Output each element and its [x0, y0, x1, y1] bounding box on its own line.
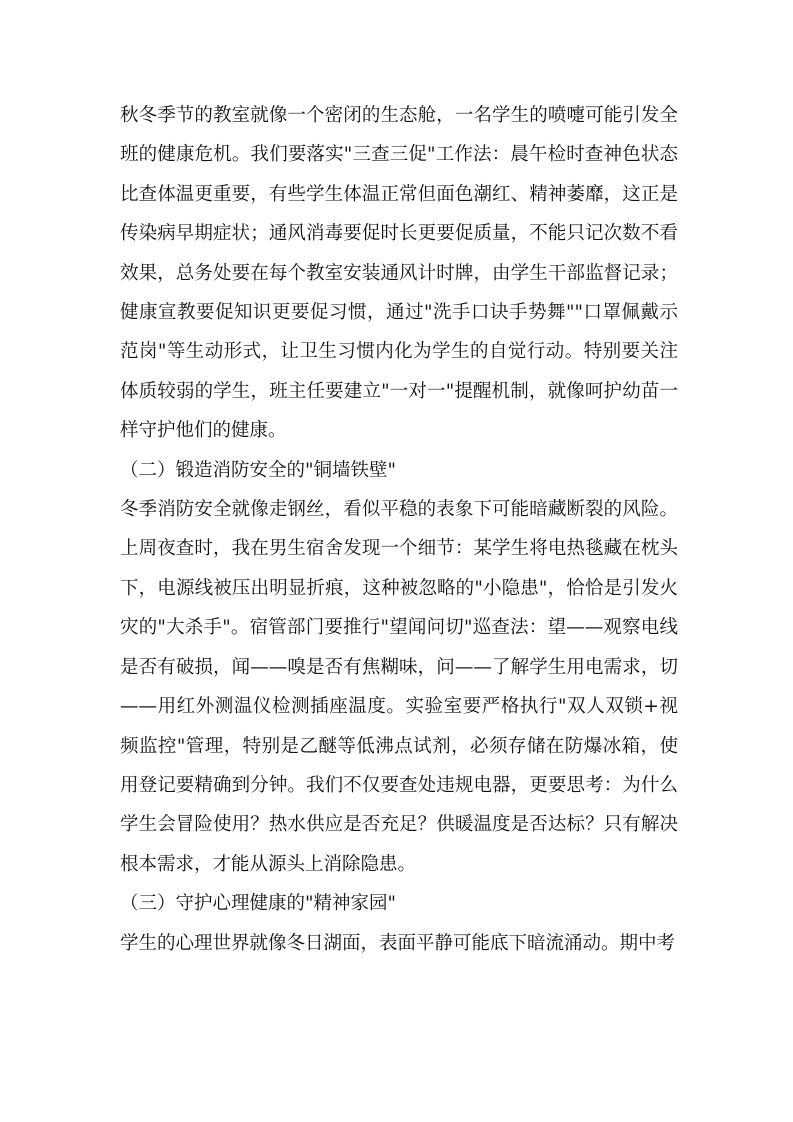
document-body: [120, 96, 678, 963]
paragraph-fire-safety: 冬季消防安全就像走钢丝，看似平稳的表象下可能暗藏断裂的风险。上周夜查时，我在男生宿舍发现一个细节：某学生将电热毯藏在枕头下，电源线被压出明显折痕，这种被忽略的"小隐患"，恰恰是引发火灾的"大杀手"。宿管部门要推行"望闻问切"巡查法：望——观察电线是否有破损，闻——嗅是否有焦糊味，问——了解学生用电需求，切——用红外测温仪检测插座温度。实验室要严格执行"双人双锁+视频监控"管理，特别是乙醚等低沸点试剂，必须存储在防爆冰箱，使用登记要精确到分钟。我们不仅要查处违规电器，更要思考：为什么学生会冒险使用？热水供应是否充足？供暖温度是否达标？只有解决根本需求，才能从源头上消除隐患。: [120, 499, 678, 875]
paragraph-health-check: 秋冬季节的教室就像一个密闭的生态舱，一名学生的喷嚏可能引发全班的健康危机。我们要落实"三查三促"工作法：晨午检时查神色状态比查体温更重要，有些学生体温正常但面色潮红、精神萎靡，这正是传染病早期症状；通风消毒要促时长更要促质量，不能只记次数不看效果，总务处要在每个教室安装通风计时牌，由学生干部监督记录；健康宣教要促知识更要促习惯，通过"洗手口诀手势舞""口罩佩戴示范岗"等生动形式，让卫生习惯内化为学生的自觉行动。特别要关注体质较弱的学生，班主任要建立"一对一"提醒机制，就像呵护幼苗一样守护他们的健康。: [120, 105, 678, 442]
paragraph-mental-health: 学生的心理世界就像冬日湖面，表面平静可能底下暗流涌动。期中考: [120, 932, 676, 954]
section-heading-fire-safety: （二）锻造消防安全的"铜墙铁壁": [120, 459, 397, 481]
section-heading-mental-health: （三）守护心理健康的"精神家园": [120, 893, 397, 915]
